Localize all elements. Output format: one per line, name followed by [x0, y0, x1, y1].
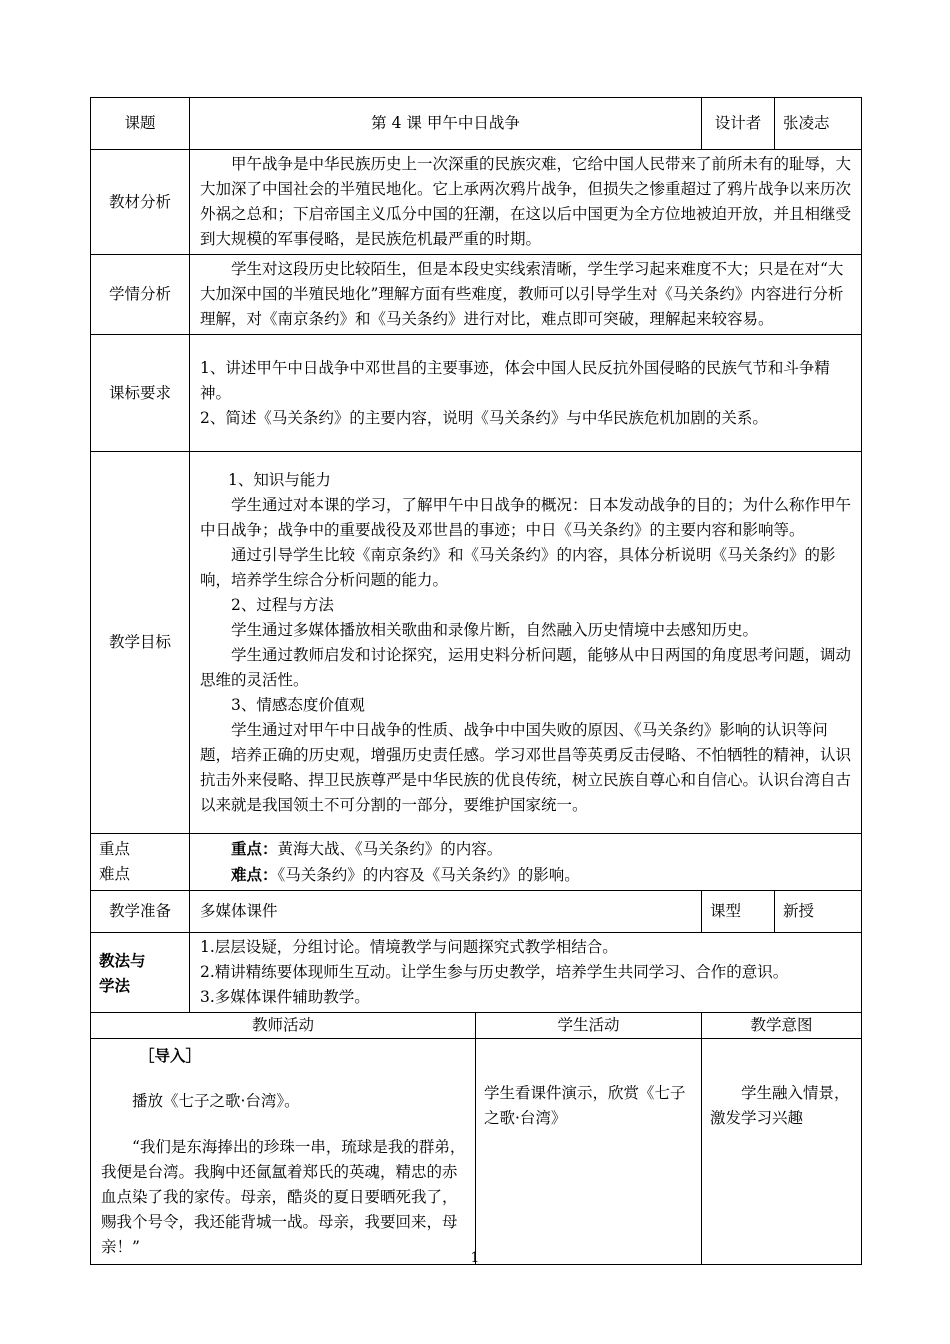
textbook-analysis-row	[91, 150, 862, 255]
activity-row	[91, 1039, 862, 1265]
key-label: 重点：	[231, 839, 278, 858]
difficult-point-label: 难点	[99, 865, 131, 883]
preparation-label: 教学准备	[91, 891, 190, 933]
textbook-analysis-label: 教材分析	[91, 150, 190, 255]
play-instruction: 播放《七子之歌·台湾》。	[132, 1092, 300, 1110]
preparation-row	[91, 891, 862, 933]
method-item: 2.精讲精练要体现师生互动。让学生参与历史教学，培养学生共同学习、合作的意识。	[200, 963, 789, 981]
standards-item: 1、讲述甲午中日战争中邓世昌的主要事迹，体会中国人民反抗外国侵略的民族气节和斗争精神。	[200, 358, 830, 402]
standards-row	[91, 335, 862, 452]
student-analysis-text: 学生对这段历史比较陌生，但是本段史实线索清晰，学生学习起来难度不大；只是在对“大大加深中国的半殖民地化”理解方面有些难度，教师可以引导学生对《马关条约》内容进行分析理解，对《南京条约》和《马关条约》进行对比，难点即可突破，理解起来较容易。	[200, 260, 844, 328]
key-point-label: 重点	[99, 840, 131, 858]
teacher-activity-header: 教师活动	[91, 1013, 476, 1039]
difficult-text: 《马关条约》的内容及《马关条约》的影响。	[277, 866, 580, 884]
student-activity-text: 学生看课件演示，欣赏《七子之歌·台湾》	[476, 1039, 702, 1265]
lesson-type-label: 课型	[702, 891, 775, 933]
lesson-title: 第 4 课 甲午中日战争	[190, 98, 702, 150]
goals-label: 教学目标	[91, 452, 190, 834]
teaching-intent-text: 学生融入情景，激发学习兴趣	[702, 1039, 862, 1265]
goals-row	[91, 452, 862, 834]
lesson-plan-table	[90, 97, 862, 1265]
poem-quote: “我们是东海捧出的珍珠一串，琉球是我的群弟，我便是台湾。我胸中还氤氲着郑氏的英魂，精忠的赤血点染了我的家传。母亲，酷炎的夏日要晒死我了，赐我个号令，我还能背城一战。母亲，我要回来，母亲！”	[101, 1138, 466, 1256]
designer-name: 张凌志	[775, 98, 862, 150]
student-analysis-row	[91, 255, 862, 335]
standards-item: 2、简述《马关条约》的主要内容，说明《马关条约》与中华民族危机加剧的关系。	[200, 408, 768, 427]
method-item: 1.层层设疑，分组讨论。情境教学与问题探究式教学相结合。	[200, 938, 618, 956]
goals-paragraph: 学生通过多媒体播放相关歌曲和录像片断，自然融入历史情境中去感知历史。	[231, 620, 759, 639]
standards-label: 课标要求	[91, 335, 190, 452]
lesson-type-value: 新授	[775, 891, 862, 933]
keypoints-row	[91, 834, 862, 891]
goals-paragraph: 学生通过教师启发和讨论探究，运用史料分析问题，能够从中日两国的角度思考问题，调动思维的灵活性。	[200, 645, 852, 689]
teaching-intent-header: 教学意图	[702, 1013, 862, 1039]
goals-heading-3: 3、情感态度价值观	[231, 695, 365, 714]
textbook-analysis-text: 甲午战争是中华民族历史上一次深重的民族灾难，它给中国人民带来了前所未有的耻辱，大大加深了中国社会的半殖民地化。它上承两次鸦片战争，但损失之惨重超过了鸦片战争以来历次外祸之总和；下启帝国主义瓜分中国的狂潮，在这以后中国更为全方位地被迫开放，并且相继受到大规模的军事侵略，是民族危机最严重的时期。	[200, 155, 852, 248]
student-activity-header: 学生活动	[476, 1013, 702, 1039]
designer-label: 设计者	[702, 98, 775, 150]
difficult-label: 难点：	[231, 865, 278, 884]
preparation-value: 多媒体课件	[190, 891, 702, 933]
methods-row	[91, 933, 862, 1013]
methods-label: 教法与	[99, 950, 146, 970]
header-row	[91, 98, 862, 150]
goals-heading-2: 2、过程与方法	[231, 595, 334, 614]
student-analysis-label: 学情分析	[91, 255, 190, 335]
page-number: 1	[470, 1250, 480, 1266]
goals-heading-1: 1、知识与能力	[228, 470, 331, 489]
activity-header-row	[91, 1013, 862, 1039]
goals-paragraph: 通过引导学生比较《南京条约》和《马关条约》的内容，具体分析说明《马关条约》的影响，培养学生综合分析问题的能力。	[200, 545, 836, 589]
method-item: 3.多媒体课件辅助教学。	[200, 988, 370, 1006]
section-heading: ［导入］	[139, 1046, 202, 1065]
topic-label: 课题	[91, 98, 190, 150]
key-text: 黄海大战、《马关条约》的内容。	[277, 840, 503, 858]
methods-label: 学法	[99, 975, 131, 995]
goals-paragraph: 学生通过对本课的学习，了解甲午中日战争的概况：日本发动战争的目的；为什么称作甲午中日战争；战争中的重要战役及邓世昌的事迹；中日《马关条约》的主要内容和影响等。	[200, 495, 852, 539]
goals-paragraph: 学生通过对甲午中日战争的性质、战争中中国失败的原因、《马关条约》影响的认识等问题，培养正确的历史观，增强历史责任感。学习邓世昌等英勇反击侵略、不怕牺牲的精神，认识抗击外来侵略、捍卫民族尊严是中华民族的优良传统，树立民族自尊心和自信心。认识台湾自古以来就是我国领土不可分割的一部分，要维护国家统一。	[200, 720, 852, 814]
